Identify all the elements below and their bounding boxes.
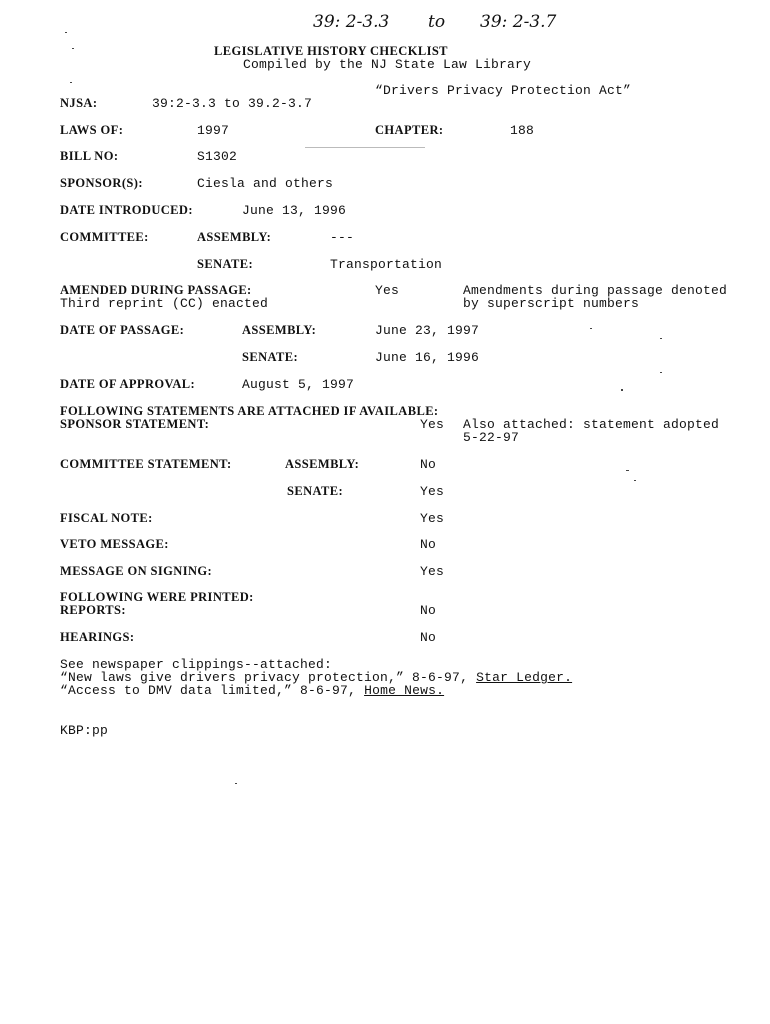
scan-speck: [65, 32, 67, 33]
committee-assembly-value: ---: [330, 230, 355, 245]
committee-statement-senate-value: Yes: [420, 484, 445, 499]
committee-statement-senate-label: SENATE:: [287, 484, 344, 498]
laws-of-value: 1997: [197, 123, 230, 138]
scan-streak: [305, 147, 425, 148]
scan-speck: [626, 470, 629, 471]
initials: KBP:pp: [60, 723, 109, 738]
committee-statement-assembly-label: ASSEMBLY:: [285, 457, 360, 471]
amended-reprint: Third reprint (CC) enacted: [60, 296, 269, 311]
date-of-approval-value: August 5, 1997: [242, 377, 355, 392]
chapter-label: CHAPTER:: [375, 123, 444, 137]
committee-assembly-label: ASSEMBLY:: [197, 230, 272, 244]
date-of-passage-label: DATE OF PASSAGE:: [60, 323, 185, 337]
passage-senate-label: SENATE:: [242, 350, 299, 364]
hearings-value: No: [420, 630, 437, 645]
handwritten-range-end: 39: 2-3.7: [480, 12, 557, 32]
clipping-item-2-source: Home News.: [364, 683, 445, 698]
scan-speck: [660, 338, 662, 339]
document-subtitle: Compiled by the NJ State Law Library: [243, 57, 532, 72]
veto-message-label: VETO MESSAGE:: [60, 537, 169, 551]
scan-speck: [590, 328, 592, 329]
sponsors-label: SPONSOR(S):: [60, 176, 143, 190]
committee-senate-value: Transportation: [330, 257, 443, 272]
handwritten-range-start: 39: 2-3.3: [313, 12, 390, 32]
passage-senate-value: June 16, 1996: [375, 350, 480, 365]
date-of-approval-label: DATE OF APPROVAL:: [60, 377, 196, 391]
handwritten-range-to: to: [428, 12, 446, 32]
committee-label: COMMITTEE:: [60, 230, 149, 244]
message-on-signing-value: Yes: [420, 564, 445, 579]
clipping-item-1-source: Star Ledger.: [476, 670, 573, 685]
clipping-item-1-text: “New laws give drivers privacy protection,” 8-6-97,: [60, 670, 477, 685]
scan-speck: [70, 82, 72, 83]
sponsor-statement-label: SPONSOR STATEMENT:: [60, 417, 210, 431]
committee-statement-label: COMMITTEE STATEMENT:: [60, 457, 232, 471]
document-title: LEGISLATIVE HISTORY CHECKLIST: [214, 44, 448, 58]
passage-assembly-value: June 23, 1997: [375, 323, 480, 338]
reports-value: No: [420, 603, 437, 618]
scan-speck: [660, 372, 662, 373]
amended-label: AMENDED DURING PASSAGE:: [60, 283, 252, 297]
chapter-value: 188: [510, 123, 535, 138]
fiscal-note-value: Yes: [420, 511, 445, 526]
sponsor-statement-value: Yes: [420, 417, 445, 432]
amended-value: Yes: [375, 283, 400, 298]
bill-no-label: BILL NO:: [60, 149, 119, 163]
fiscal-note-label: FISCAL NOTE:: [60, 511, 153, 525]
sponsors-value: Ciesla and others: [197, 176, 334, 191]
reports-label: REPORTS:: [60, 603, 126, 617]
njsa-label: NJSA:: [60, 96, 98, 110]
committee-senate-label: SENATE:: [197, 257, 254, 271]
amended-note-line2: by superscript numbers: [463, 296, 640, 311]
amended-note-line1: Amendments during passage denoted: [463, 283, 728, 298]
message-on-signing-label: MESSAGE ON SIGNING:: [60, 564, 213, 578]
printed-heading: FOLLOWING WERE PRINTED:: [60, 590, 254, 604]
act-name: “Drivers Privacy Protection Act”: [375, 83, 632, 98]
date-introduced-label: DATE INTRODUCED:: [60, 203, 193, 217]
scan-speck: [72, 48, 74, 49]
statements-heading: FOLLOWING STATEMENTS ARE ATTACHED IF AVAILABLE:: [60, 404, 439, 418]
njsa-value: 39:2-3.3 to 39.2-3.7: [152, 96, 313, 111]
veto-message-value: No: [420, 537, 437, 552]
scan-speck: [621, 389, 623, 391]
bill-no-value: S1302: [197, 149, 238, 164]
laws-of-label: LAWS OF:: [60, 123, 124, 137]
sponsor-statement-note-line2: 5-22-97: [463, 430, 520, 445]
clipping-item-2: [60, 684, 444, 697]
clipping-item-2-text: “Access to DMV data limited,” 8-6-97,: [60, 683, 365, 698]
hearings-label: HEARINGS:: [60, 630, 135, 644]
date-introduced-value: June 13, 1996: [242, 203, 347, 218]
scan-speck: [634, 480, 636, 481]
passage-assembly-label: ASSEMBLY:: [242, 323, 317, 337]
clippings-intro: See newspaper clippings--attached:: [60, 657, 333, 672]
scan-speck: [235, 783, 237, 784]
sponsor-statement-note-line1: Also attached: statement adopted: [463, 417, 720, 432]
committee-statement-assembly-value: No: [420, 457, 437, 472]
